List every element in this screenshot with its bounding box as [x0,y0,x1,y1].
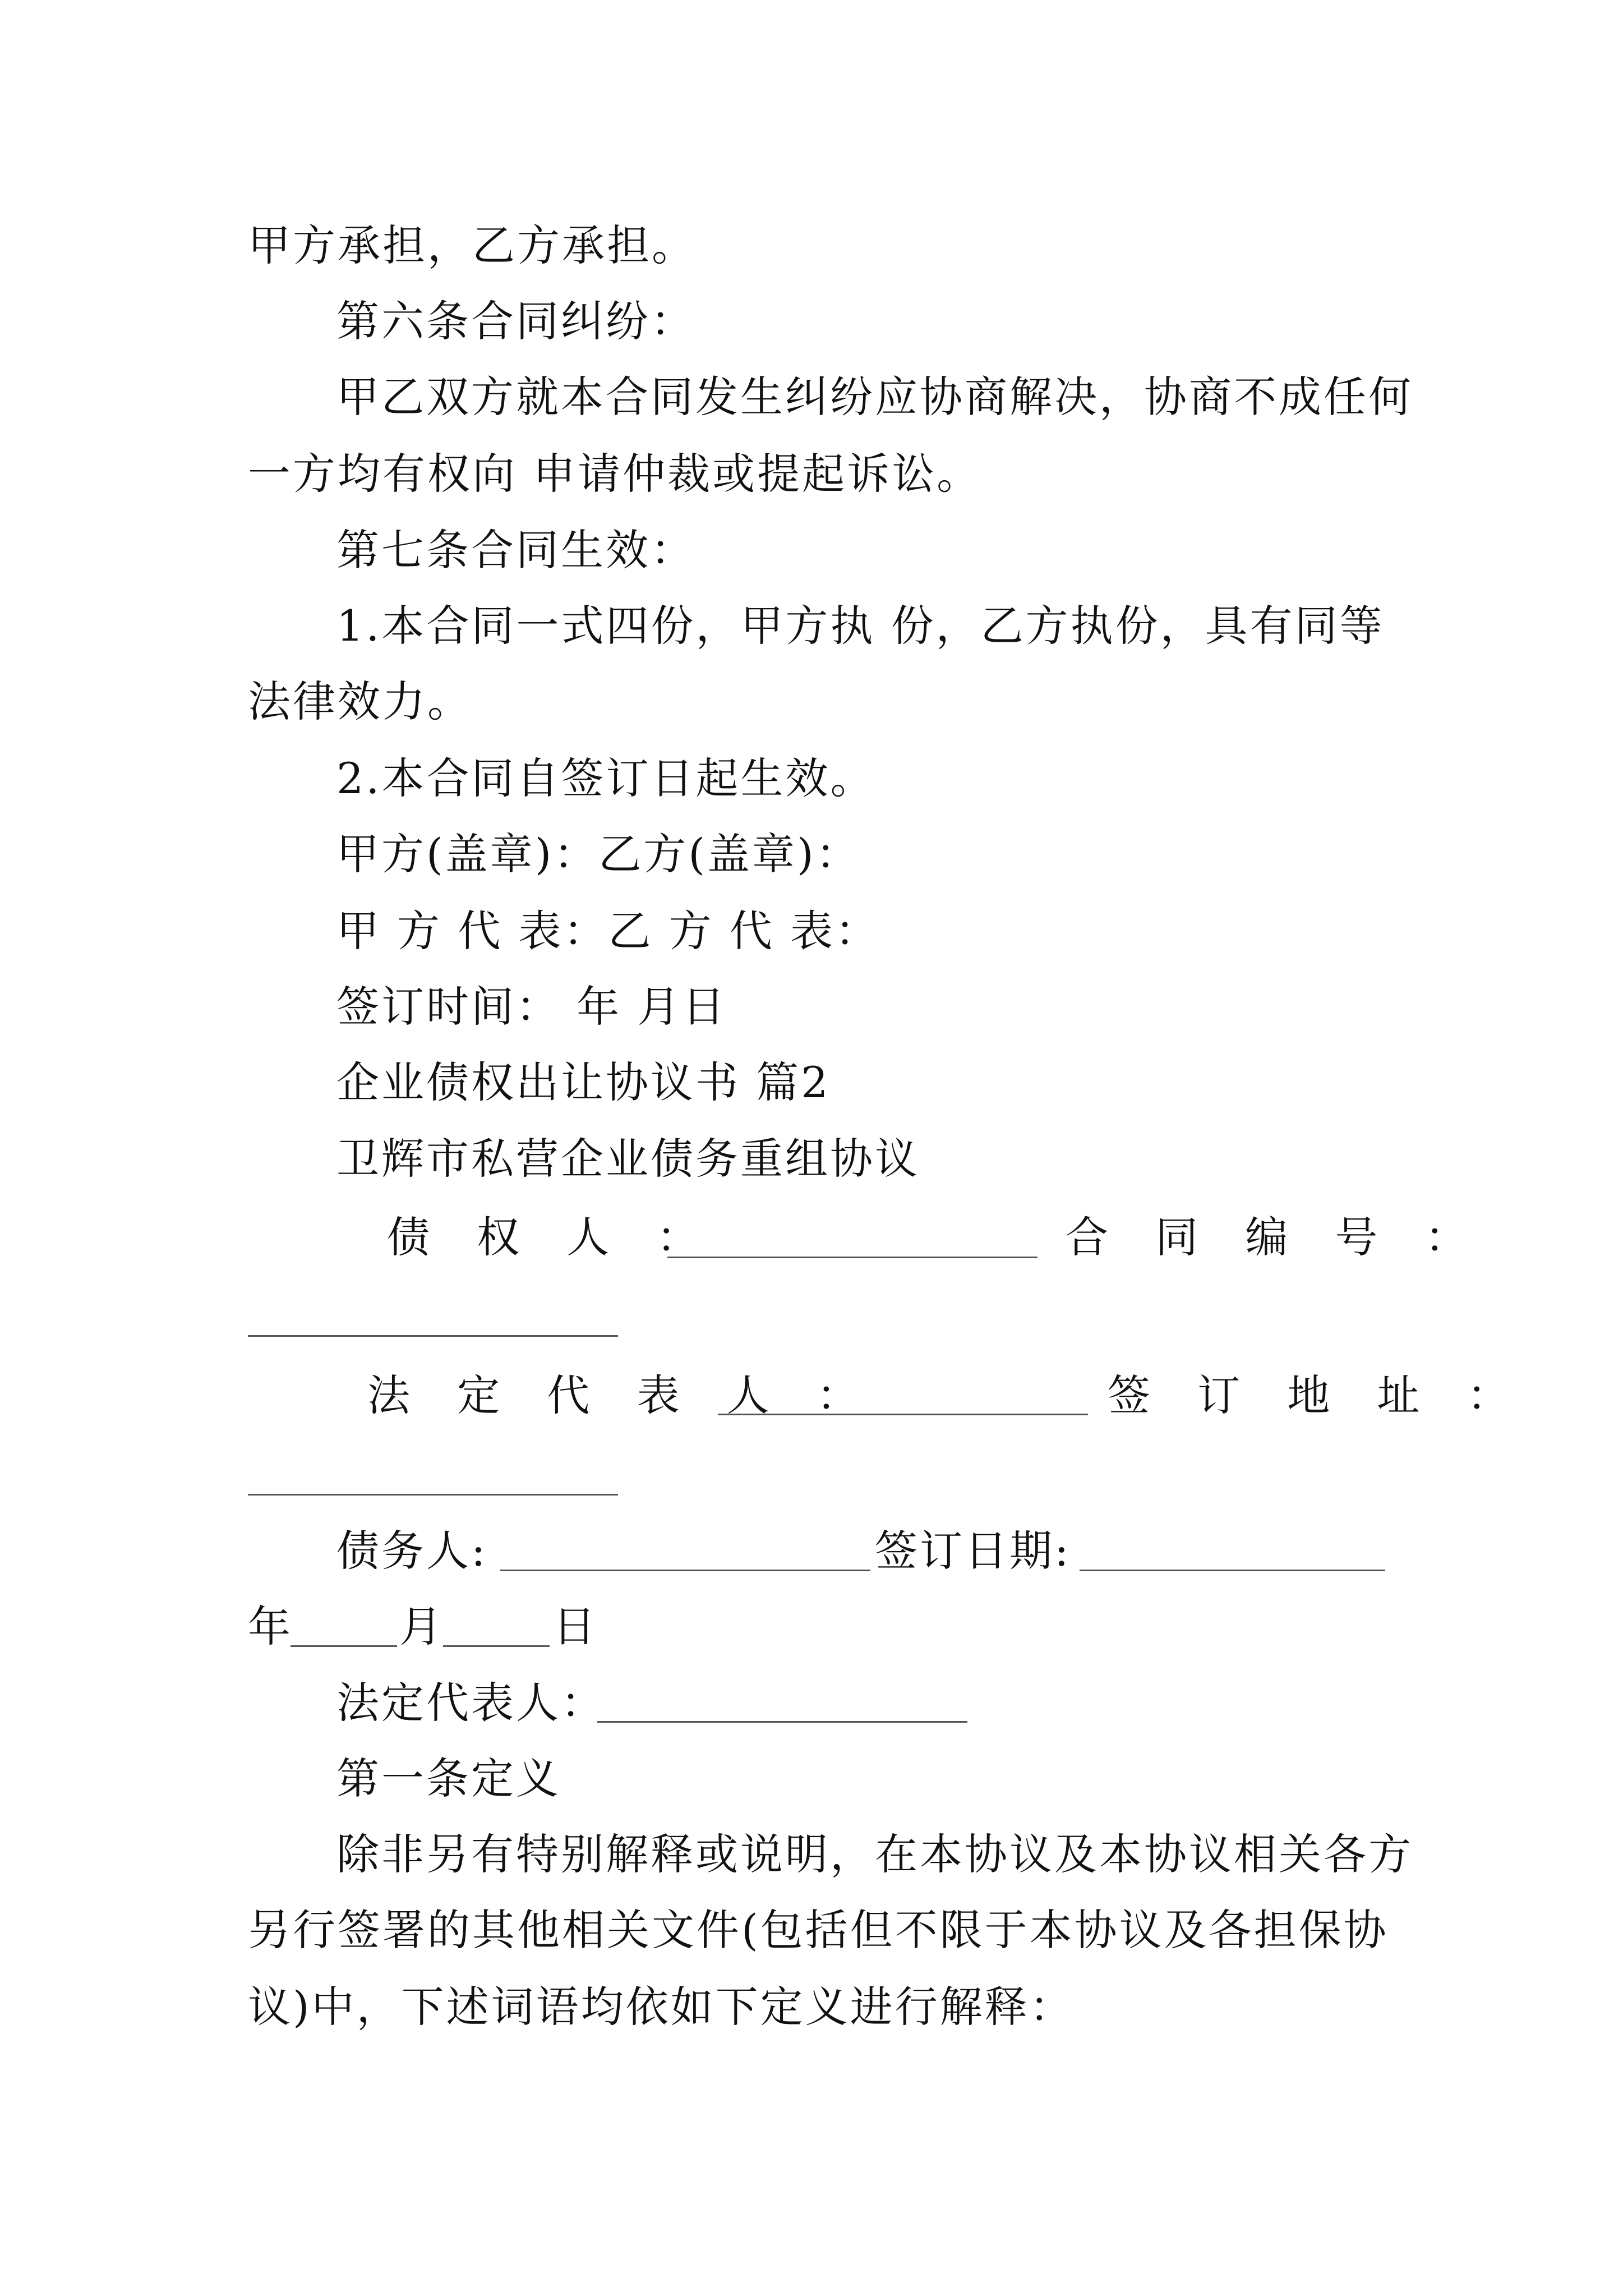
text-line: 另行签署的其他相关文件(包括但不限于本协议及各担保协 [248,1905,1389,1955]
signing-date-blank [1080,1570,1385,1571]
debtor-legal-rep-blank [597,1721,967,1723]
legal-rep-blank [718,1414,1088,1415]
text-line: 甲乙双方就本合同发生纠纷应协商解决，协商不成任何 [336,372,1413,422]
agreement-title: 卫辉市私营企业债务重组协议 [336,1134,920,1184]
contract-number-label: 合 同 编 号 ： [1066,1212,1484,1262]
text-line: 议)中，下述词语均依如下定义进行解释： [248,1982,1075,2032]
text-line: 甲方承担，乙方承担。 [248,220,697,270]
month-label: 月 [399,1602,444,1651]
text-line: 2.本合同自签订日起生效。 [336,753,875,803]
article-6-heading: 第六条合同纠纷： [336,296,695,346]
article-1-heading: 第一条定义 [336,1754,561,1803]
debtor-blank [500,1570,870,1571]
year-label: 年 [248,1602,293,1651]
contract-number-blank [248,1335,618,1337]
signing-address-label: 签 订 地 址 ： [1108,1370,1527,1420]
legal-rep-label: 法 定 代 表 人 ： [367,1370,876,1420]
signing-date-label: 签订日期: [875,1526,1071,1576]
text-line: 一方均有权向 申请仲裁或提起诉讼。 [248,449,982,499]
signing-time-line: 签订时间： 年 月日 [336,982,727,1032]
seal-line: 甲方(盖章)：乙方(盖章)： [336,829,861,879]
section-title: 企业债权出让协议书 篇2 [336,1057,831,1107]
creditor-label: 债 权 人 ： [387,1212,716,1262]
year-blank [291,1645,397,1647]
day-label: 日 [553,1602,598,1651]
debtor-legal-rep-label: 法定代表人： [336,1678,606,1728]
representative-line: 甲 方 代 表：乙 方 代 表： [336,906,880,956]
text-line: 1.本合同一式四份，甲方执 份，乙方执份，具有同等 [336,601,1385,651]
text-line: 法律效力。 [248,677,472,726]
creditor-blank [667,1257,1038,1258]
debtor-label: 债务人: [336,1526,488,1576]
article-7-heading: 第七条合同生效： [336,525,695,575]
text-line: 除非另有特别解释或说明，在本协议及本协议相关各方 [336,1829,1413,1879]
month-blank [443,1645,550,1647]
signing-address-blank [248,1494,618,1496]
